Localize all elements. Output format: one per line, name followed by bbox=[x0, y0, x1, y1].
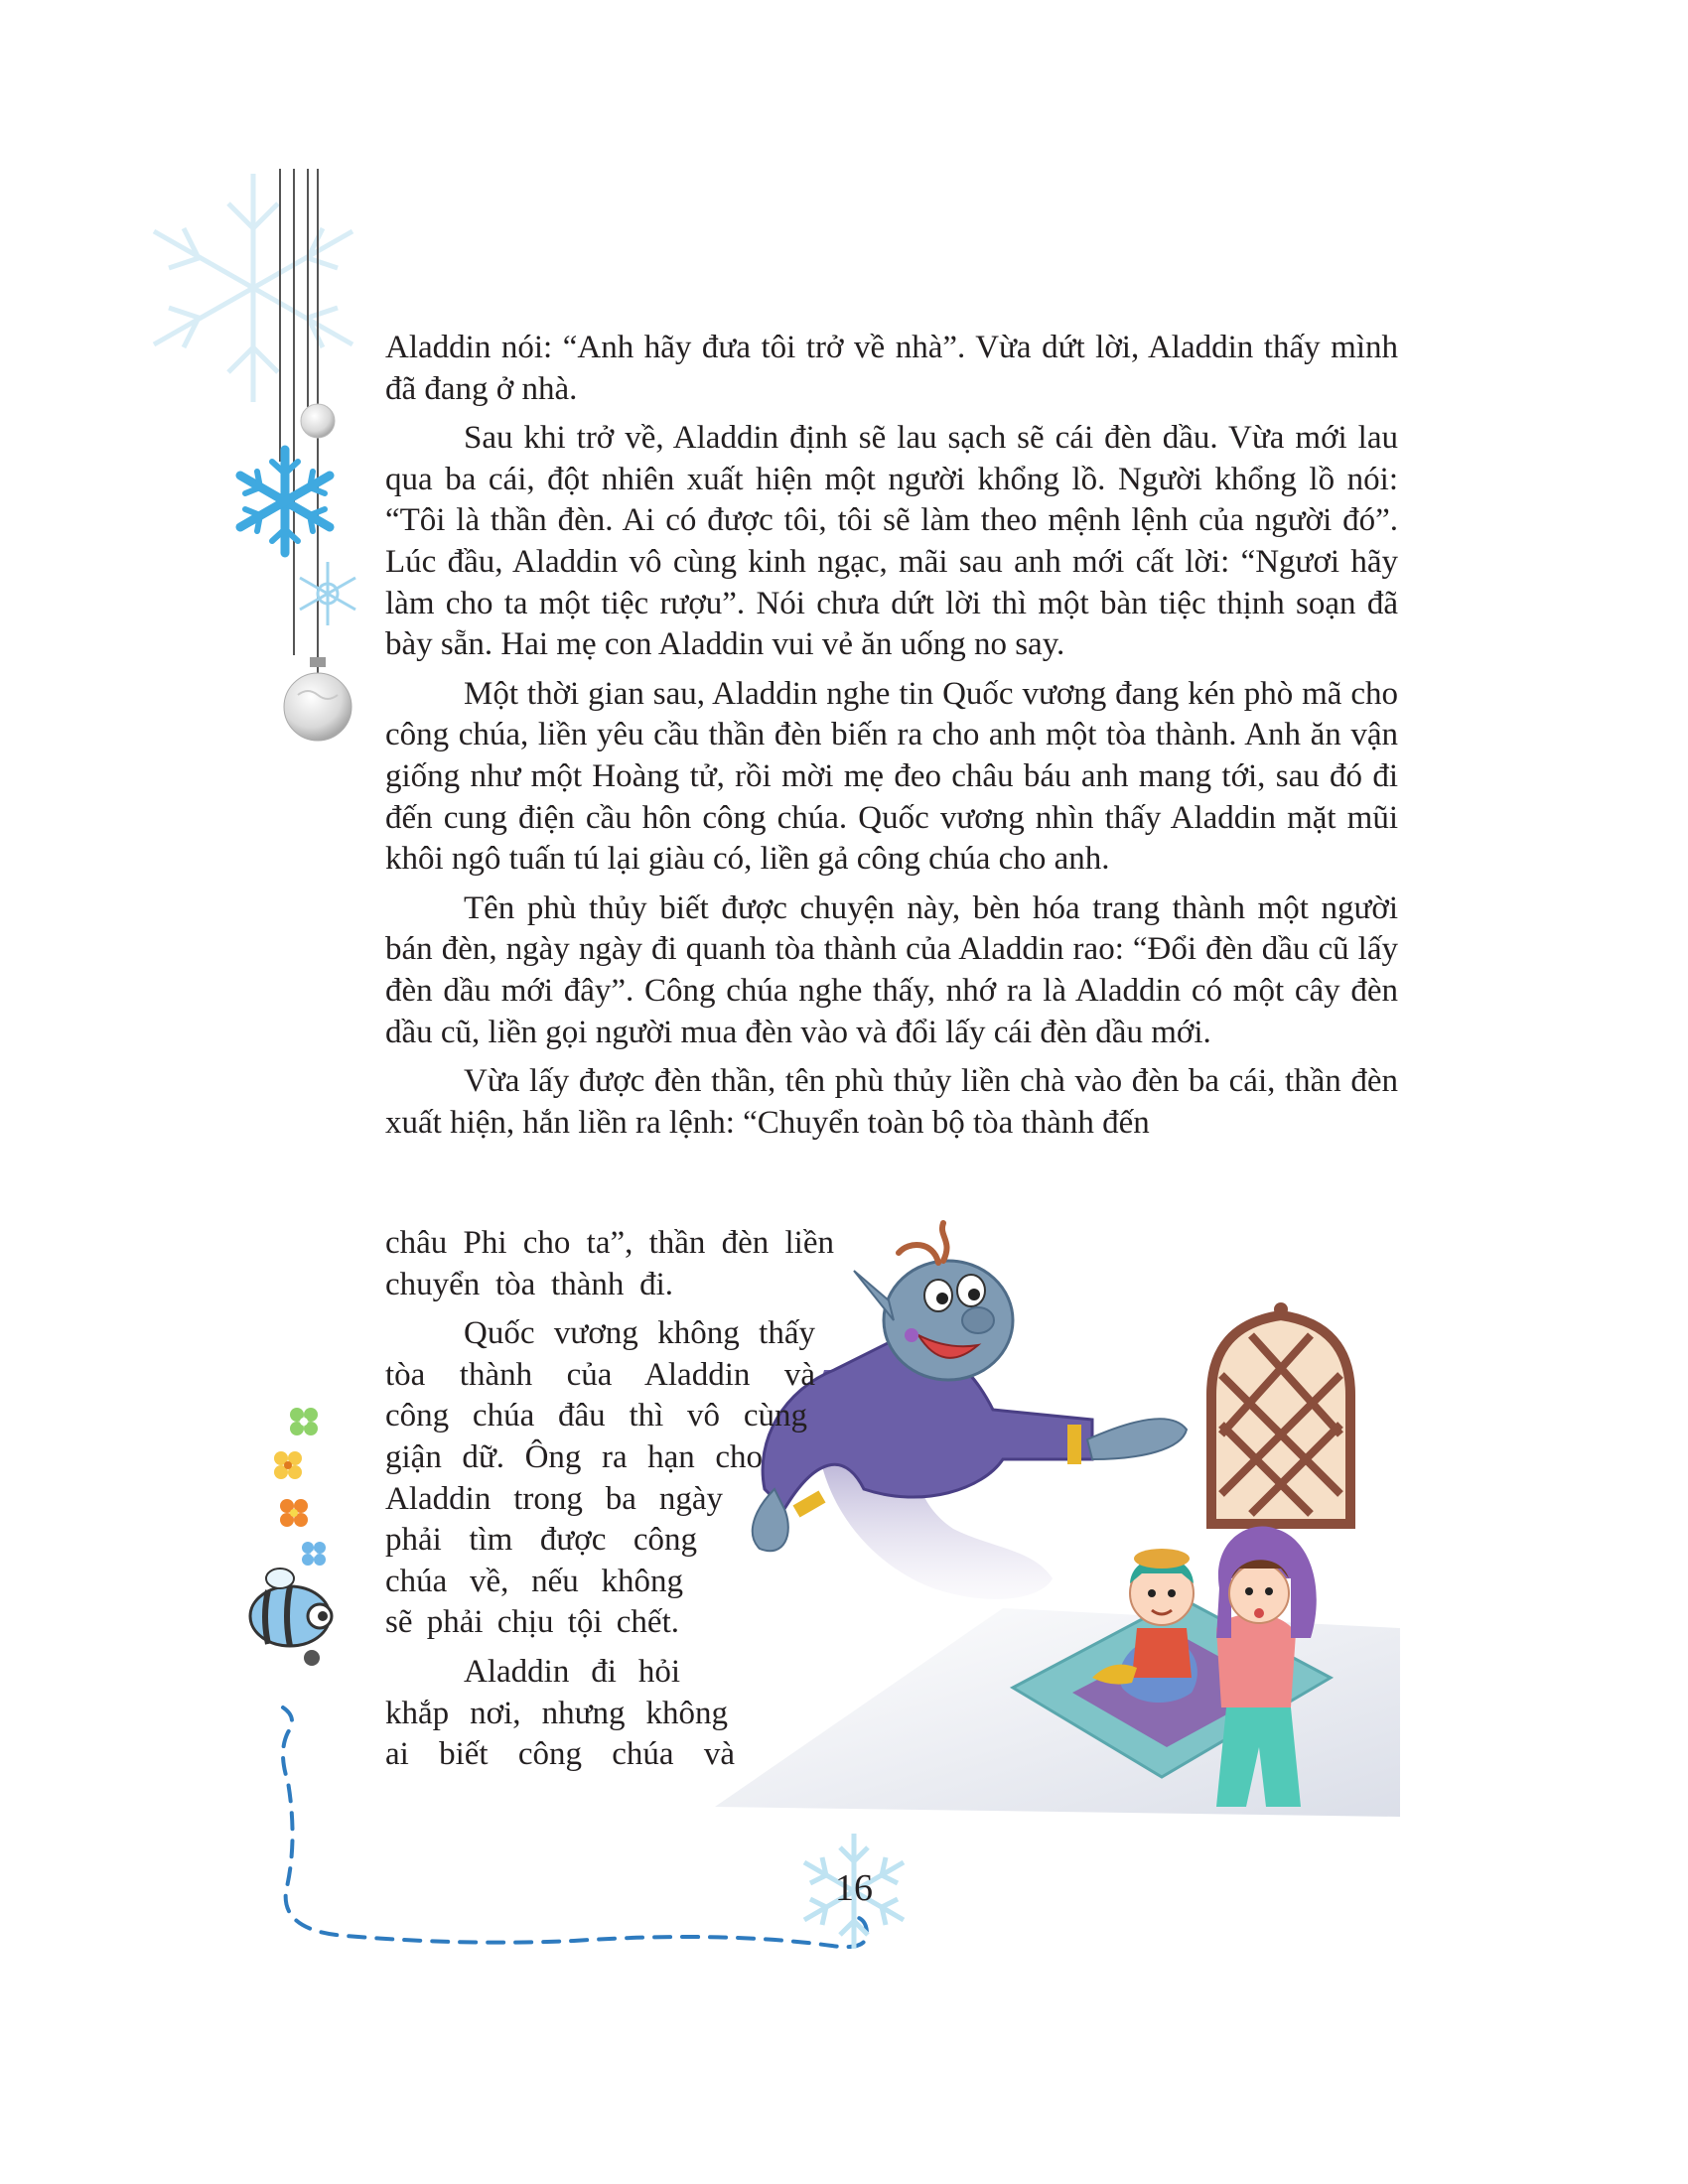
large-snowflake-icon bbox=[154, 174, 352, 402]
bee-icon bbox=[250, 1569, 332, 1666]
story-text bbox=[385, 328, 1398, 1152]
light-snowflake-icon bbox=[300, 562, 355, 625]
blue-flower-icon bbox=[302, 1542, 326, 1566]
wrapped-line: phải tìm được công bbox=[385, 1522, 697, 1559]
wrapped-line: Quốc vương không thấy bbox=[464, 1315, 815, 1352]
paragraph-5: Vừa lấy được đèn thần, tên phù thủy liền chà vào đèn ba cái, thần đèn xuất hiện, hắn liền ra lệnh: “Chuyển toàn bộ tòa thành đến bbox=[385, 1063, 1398, 1141]
green-flower-icon bbox=[290, 1408, 318, 1435]
wrapped-line: giận dữ. Ông ra hạn cho bbox=[385, 1438, 763, 1475]
paragraph-1: Aladdin nói: “Anh hãy đưa tôi trở về nhà”. Vừa dứt lời, Aladdin thấy mình đã đang ở nhà. bbox=[385, 330, 1398, 407]
paragraph-4: Tên phù thủy biết được chuyện này, bèn hóa trang thành một người bán đèn, ngày ngày đi quanh tòa thành của Aladdin rao: “Đổi đèn dầu cũ lấy đèn dầu mới đây”. Công chúa nghe thấy, nhớ ra là Aladdin có một cây đèn dầu cũ, liền gọi người mua đèn vào và đổi lấy cái đèn dầu mới. bbox=[385, 889, 1398, 1050]
silver-ornament-small-icon bbox=[301, 404, 335, 438]
wrapped-line: công chúa đâu thì vô cùng bbox=[385, 1398, 807, 1434]
wrapped-line: sẽ phải chịu tội chết. bbox=[385, 1604, 679, 1641]
wrapped-line: Aladdin đi hỏi bbox=[464, 1653, 680, 1690]
wrapped-line: tòa thành của Aladdin và bbox=[385, 1356, 815, 1393]
wrapped-line: ai biết công chúa và bbox=[385, 1736, 735, 1773]
blue-snowflake-icon bbox=[240, 450, 330, 553]
wrapped-line: Aladdin trong ba ngày bbox=[385, 1480, 723, 1517]
page-number: 16 bbox=[835, 1867, 873, 1909]
wrapped-line: chúa về, nếu không bbox=[385, 1563, 683, 1599]
wrapped-text bbox=[385, 1223, 1398, 1776]
wrapped-line: chuyển tòa thành đi. bbox=[385, 1266, 673, 1302]
paragraph-2: Sau khi trở về, Aladdin định sẽ lau sạch sẽ cái đèn dầu. Vừa mới lau qua ba cái, đột nhiên xuất hiện một người khổng lồ. Người khổng lồ nói: “Tôi là thần đèn. Ai có được tôi, tôi sẽ làm theo mệnh lệnh của người đó”. Lúc đầu, Aladdin vô cùng kinh ngạc, mãi sau anh mới cất lời: “Ngươi hãy làm cho ta một tiệc rượu”. Nói chưa dứt lời thì một bàn tiệc thịnh soạn đã bày sẵn. Hai mẹ con Aladdin vui vẻ ăn uống no say. bbox=[385, 420, 1398, 663]
wrapped-line: châu Phi cho ta”, thần đèn liền bbox=[385, 1225, 834, 1261]
orange-flower-icon bbox=[280, 1499, 308, 1527]
wrapped-line: khắp nơi, nhưng không bbox=[385, 1695, 728, 1731]
yellow-flower-icon bbox=[274, 1451, 302, 1479]
paragraph-3: Một thời gian sau, Aladdin nghe tin Quốc vương đang kén phò mã cho công chúa, liền yêu cầu thần đèn biến ra cho anh một tòa thành. Anh ăn vận giống như một Hoàng tử, rồi mời mẹ đeo châu báu anh mang tới, sau đó đi đến cung điện cầu hôn công chúa. Quốc vương nhìn thấy Aladdin mặt mũi khôi ngô tuấn tú lại giàu có, liền gả công chúa cho anh. bbox=[385, 675, 1398, 878]
